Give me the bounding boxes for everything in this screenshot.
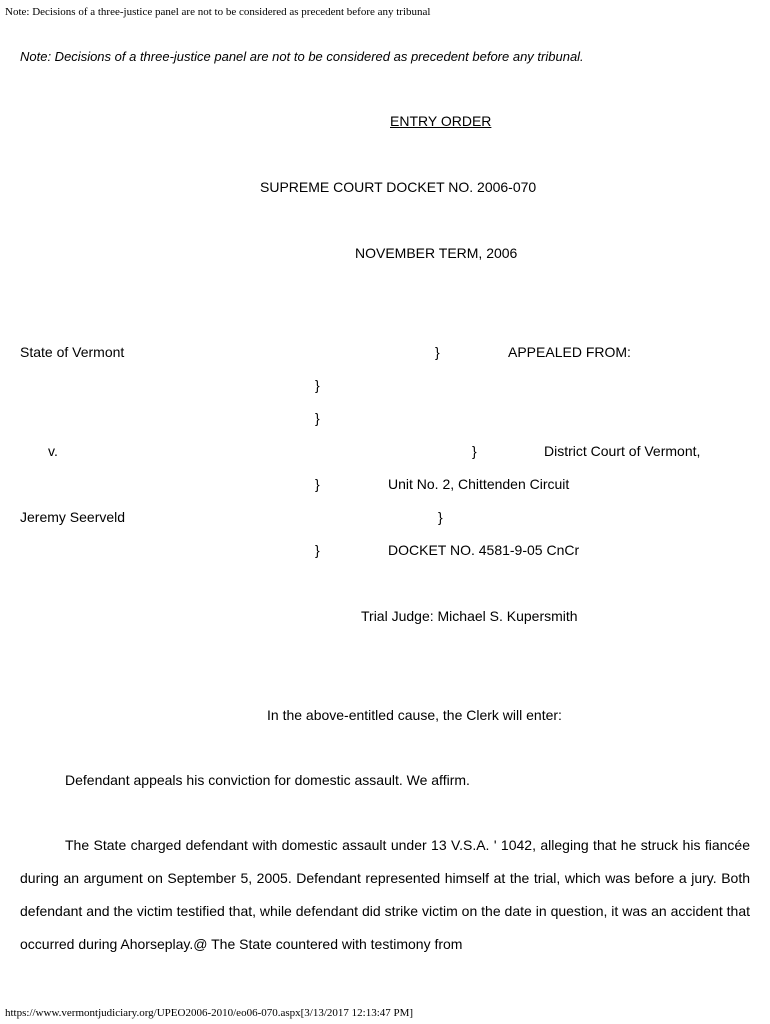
intro-paragraph: Defendant appeals his conviction for domestic assault. We affirm. [65,772,470,788]
appealed-from-label: APPEALED FROM: [508,344,631,360]
lower-docket-number: DOCKET NO. 4581-9-05 CnCr [388,542,580,558]
caption-brace: } [315,410,320,426]
caption-brace: } [315,476,320,492]
body-paragraph [20,829,750,961]
page-footer-url: https://www.vermontjudiciary.org/UPEO2006-2010/eo06-070.aspx[3/13/2017 12:13:47 PM] [5,1007,414,1019]
defendant-name: Jeremy Seerveld [20,509,126,525]
precedent-note: Note: Decisions of a three-justice panel are not to be considered as precedent before any tribunal. [20,49,584,64]
trial-judge: Trial Judge: Michael S. Kupersmith [361,608,578,624]
page-header: Note: Decisions of a three-justice panel are not to be considered as precedent before any tribunal [5,6,431,18]
document-title: ENTRY ORDER [390,113,492,129]
body-paragraph-text: The State charged defendant with domestic assault under 13 V.S.A. ' 1042, alleging that he struck his fiancée during an argument on September 5, 2005. Defendant represented himself at the trial, which was before a jury. Both defendant and the victim testified that, while defendant did strike victim on the date in question, it was an accident that occurred during Ahorseplay.@ The State countered with testimony from [20,837,750,952]
caption-brace: } [438,509,443,525]
docket-heading: SUPREME COURT DOCKET NO. 2006-070 [260,179,537,195]
caption-brace: } [472,443,477,459]
versus: v. [48,443,58,459]
lower-court: District Court of Vermont, [544,443,701,459]
court-term: NOVEMBER TERM, 2006 [355,245,518,261]
court-unit: Unit No. 2, Chittenden Circuit [388,476,570,492]
caption-brace: } [315,542,320,558]
caption-brace: } [435,344,440,360]
clerk-entry-line: In the above-entitled cause, the Clerk will enter: [267,707,562,723]
caption-brace: } [315,377,320,393]
plaintiff-name: State of Vermont [20,344,125,360]
